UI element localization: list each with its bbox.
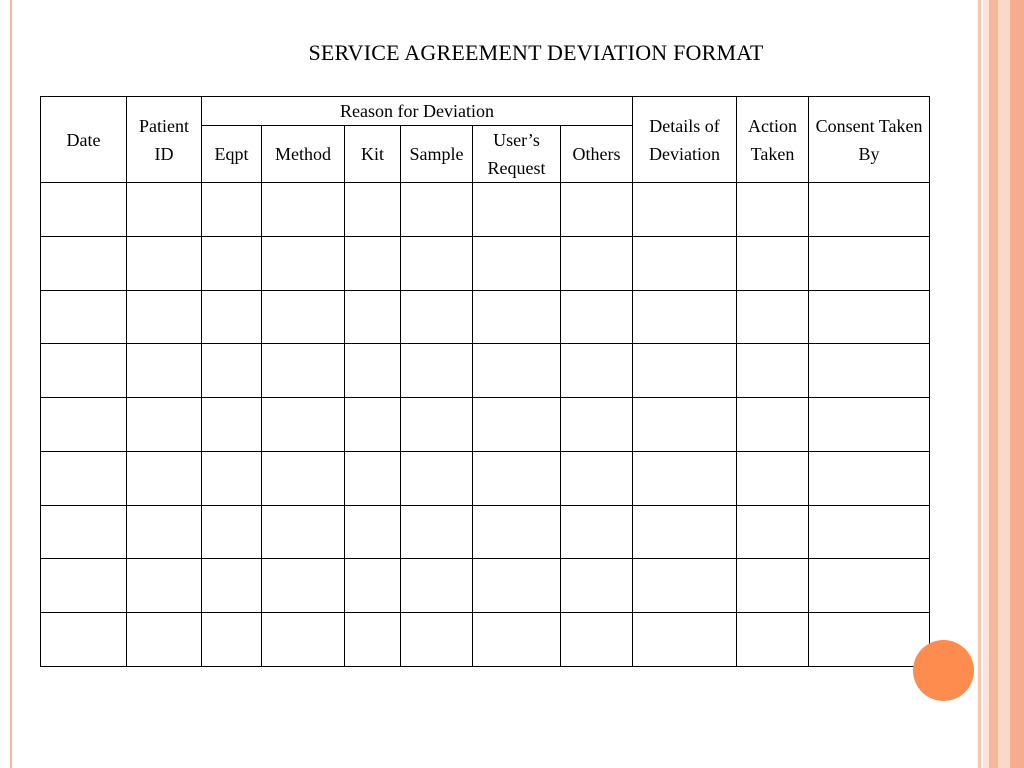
table-cell [262,505,345,559]
header-action-taken: Action Taken [737,97,809,183]
table-cell [561,236,633,290]
table-cell [202,398,262,452]
table-cell [262,344,345,398]
header-kit: Kit [345,126,401,183]
table-cell [737,344,809,398]
table-cell [345,290,401,344]
table-cell [633,183,737,237]
table-cell [202,290,262,344]
table-cell [633,451,737,505]
table-cell [401,236,473,290]
table-cell [809,505,930,559]
table-cell [401,505,473,559]
table-cell [809,559,930,613]
decor-stripe [978,0,981,768]
table-cell [737,398,809,452]
table-cell [809,236,930,290]
table-cell [345,236,401,290]
header-method: Method [262,126,345,183]
table-cell [473,290,561,344]
table-cell [41,236,127,290]
table-cell [473,236,561,290]
table-cell [401,559,473,613]
table-cell [41,613,127,667]
table-cell [809,451,930,505]
table-cell [809,290,930,344]
header-sample: Sample [401,126,473,183]
table-cell [41,451,127,505]
table-cell [41,505,127,559]
table-cell [561,559,633,613]
table-cell [473,344,561,398]
table-cell [633,505,737,559]
table-cell [561,398,633,452]
table-cell [401,344,473,398]
table-cell [202,505,262,559]
table-row [41,290,930,344]
table-row [41,183,930,237]
table-cell [262,236,345,290]
table-cell [809,344,930,398]
table-cell [737,505,809,559]
header-eqpt: Eqpt [202,126,262,183]
table-cell [127,344,202,398]
table-cell [561,505,633,559]
table-cell [202,613,262,667]
table-cell [127,505,202,559]
table-cell [127,398,202,452]
table-cell [561,344,633,398]
table-cell [473,559,561,613]
table-cell [262,398,345,452]
left-border-line [10,0,12,768]
table-cell [202,344,262,398]
table-cell [345,398,401,452]
table-cell [127,290,202,344]
table-cell [127,236,202,290]
orange-circle-decoration [913,640,974,701]
table-cell [345,505,401,559]
table-cell [809,613,930,667]
table-cell [737,451,809,505]
table-row [41,559,930,613]
table-cell [561,183,633,237]
table-cell [473,183,561,237]
decor-stripe [989,0,998,768]
table-cell [737,613,809,667]
header-consent-taken-by: Consent Taken By [809,97,930,183]
table-cell [737,183,809,237]
table-cell [345,613,401,667]
table-cell [633,236,737,290]
table-cell [561,290,633,344]
table-cell [633,290,737,344]
table-cell [127,559,202,613]
decor-stripe [1010,0,1024,768]
table-cell [202,559,262,613]
table-cell [345,451,401,505]
table-row [41,344,930,398]
table-cell [401,290,473,344]
table-cell [561,451,633,505]
table-cell [41,290,127,344]
table-cell [401,398,473,452]
header-users-request: User’s Request [473,126,561,183]
header-date: Date [41,97,127,183]
table-cell [202,236,262,290]
deviation-table [40,96,930,667]
table-cell [345,183,401,237]
table-cell [345,559,401,613]
table-row [41,236,930,290]
table-cell [737,236,809,290]
table-cell [262,290,345,344]
table-cell [473,398,561,452]
table-cell [737,290,809,344]
header-patient-id: Patient ID [127,97,202,183]
table-cell [127,613,202,667]
table-cell [633,613,737,667]
table-row [41,451,930,505]
table-cell [127,451,202,505]
table-cell [633,344,737,398]
table-cell [473,505,561,559]
table-body [41,183,930,667]
table-cell [202,451,262,505]
header-reason-for-deviation: Reason for Deviation [202,97,633,126]
table-cell [41,559,127,613]
table-row [41,398,930,452]
header-others: Others [561,126,633,183]
table-cell [41,398,127,452]
table-cell [202,183,262,237]
table-cell [473,613,561,667]
table-cell [401,613,473,667]
table-cell [262,451,345,505]
table-cell [809,183,930,237]
table-cell [262,559,345,613]
table-cell [737,559,809,613]
table-cell [633,559,737,613]
table-cell [41,344,127,398]
table-cell [262,183,345,237]
header-details-of-deviation: Details of Deviation [633,97,737,183]
page-title: SERVICE AGREEMENT DEVIATION FORMAT [308,40,764,65]
table-cell [633,398,737,452]
table-cell [401,183,473,237]
decor-stripe [998,0,1010,768]
table-cell [473,451,561,505]
table-cell [127,183,202,237]
table-cell [41,183,127,237]
table-cell [401,451,473,505]
table-row [41,613,930,667]
table-cell [809,398,930,452]
table-cell [561,613,633,667]
table-cell [262,613,345,667]
table-row [41,505,930,559]
table-cell [345,344,401,398]
